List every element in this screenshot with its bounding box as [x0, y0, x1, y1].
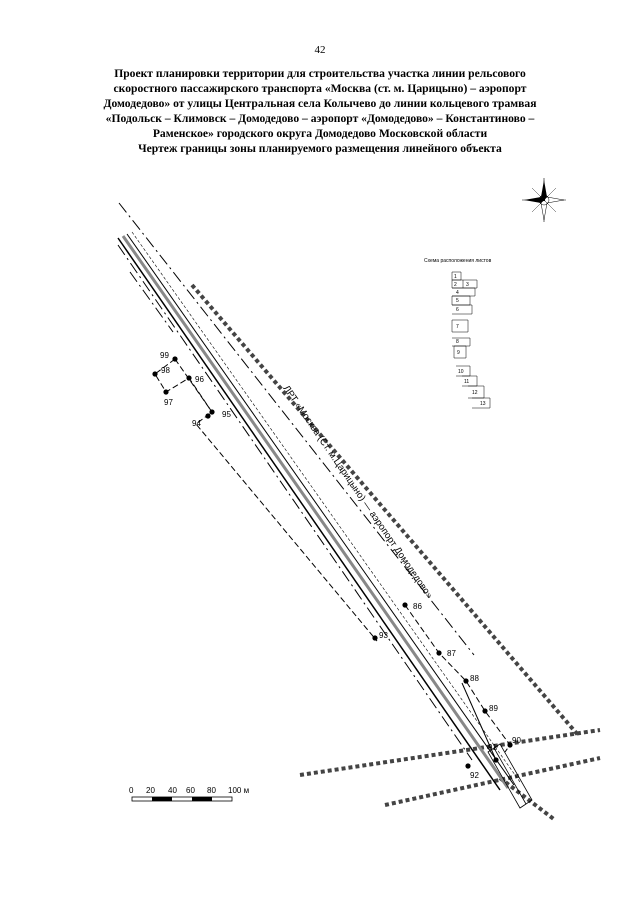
point-label: 96 — [195, 375, 204, 384]
sheet-scheme — [424, 258, 492, 408]
scale-tick-label: 100 м — [228, 786, 250, 795]
point-label: 94 — [192, 419, 201, 428]
sheet-number: 4 — [456, 290, 459, 296]
title-line: Раменское» городского округа Домодедово Московской области — [152, 127, 488, 140]
point-label: 92 — [470, 771, 479, 780]
point-label: 95 — [222, 410, 231, 419]
point-label: 90 — [512, 736, 521, 745]
sheet-number: 9 — [457, 350, 460, 356]
title-line: Чертеж границы зоны планируемого размещения линейного объекта — [138, 142, 502, 155]
scale-tick-label: 0 — [129, 786, 134, 795]
sheet-number: 2 — [454, 282, 457, 288]
title-line: Домодедово» от улицы Центральная села Колычево до линии кольцевого трамвая — [103, 97, 537, 110]
sheet-number: 11 — [464, 379, 470, 385]
title-line: скоростного пассажирского транспорта «Москва (ст. м. Царицыно) – аэропорт — [113, 82, 527, 95]
point-labels — [160, 351, 521, 780]
scale-tick-label: 40 — [168, 786, 177, 795]
point-label: 87 — [447, 649, 456, 658]
point-label: 86 — [413, 602, 422, 611]
point-label: 89 — [489, 704, 498, 713]
route-label: ЛРТ «Москва (Ст. м.Царицыно) — аэропорт Домодедово» — [280, 383, 435, 601]
zone-polyline-left — [155, 359, 377, 641]
point-label: 91 — [488, 743, 497, 752]
sheet-number: 7 — [456, 324, 459, 330]
sheet-number: 5 — [456, 298, 459, 304]
point-label: 93 — [379, 631, 388, 640]
title-line: Проект планировки территории для строительства участка линии рельсового — [114, 67, 526, 80]
sheet-number: 8 — [456, 339, 459, 345]
scale-bar — [129, 786, 249, 801]
sheet-number: 13 — [480, 401, 486, 407]
page-number: 42 — [314, 44, 326, 56]
zone-polyline-right — [405, 605, 510, 760]
scale-tick-label: 20 — [146, 786, 155, 795]
railway-track — [118, 232, 520, 790]
scale-tick-label: 80 — [207, 786, 216, 795]
sheet-number: 10 — [458, 369, 464, 375]
title-line: «Подольск – Климовск – Домодедово – аэропорт «Домодедово» – Константиново – — [105, 112, 535, 125]
point-label: 88 — [470, 674, 479, 683]
point-label: 97 — [164, 398, 173, 407]
sheet-number: 12 — [472, 390, 478, 396]
sheet-number: 6 — [456, 307, 459, 313]
sheet-scheme-title: Схема расположения листов — [424, 258, 492, 264]
sheet-number: 3 — [466, 282, 469, 288]
scale-tick-label: 60 — [186, 786, 195, 795]
point-label: 98 — [161, 366, 170, 375]
compass-rose-icon — [522, 178, 566, 222]
sheet-number: 1 — [454, 274, 457, 280]
point-label: 99 — [160, 351, 169, 360]
